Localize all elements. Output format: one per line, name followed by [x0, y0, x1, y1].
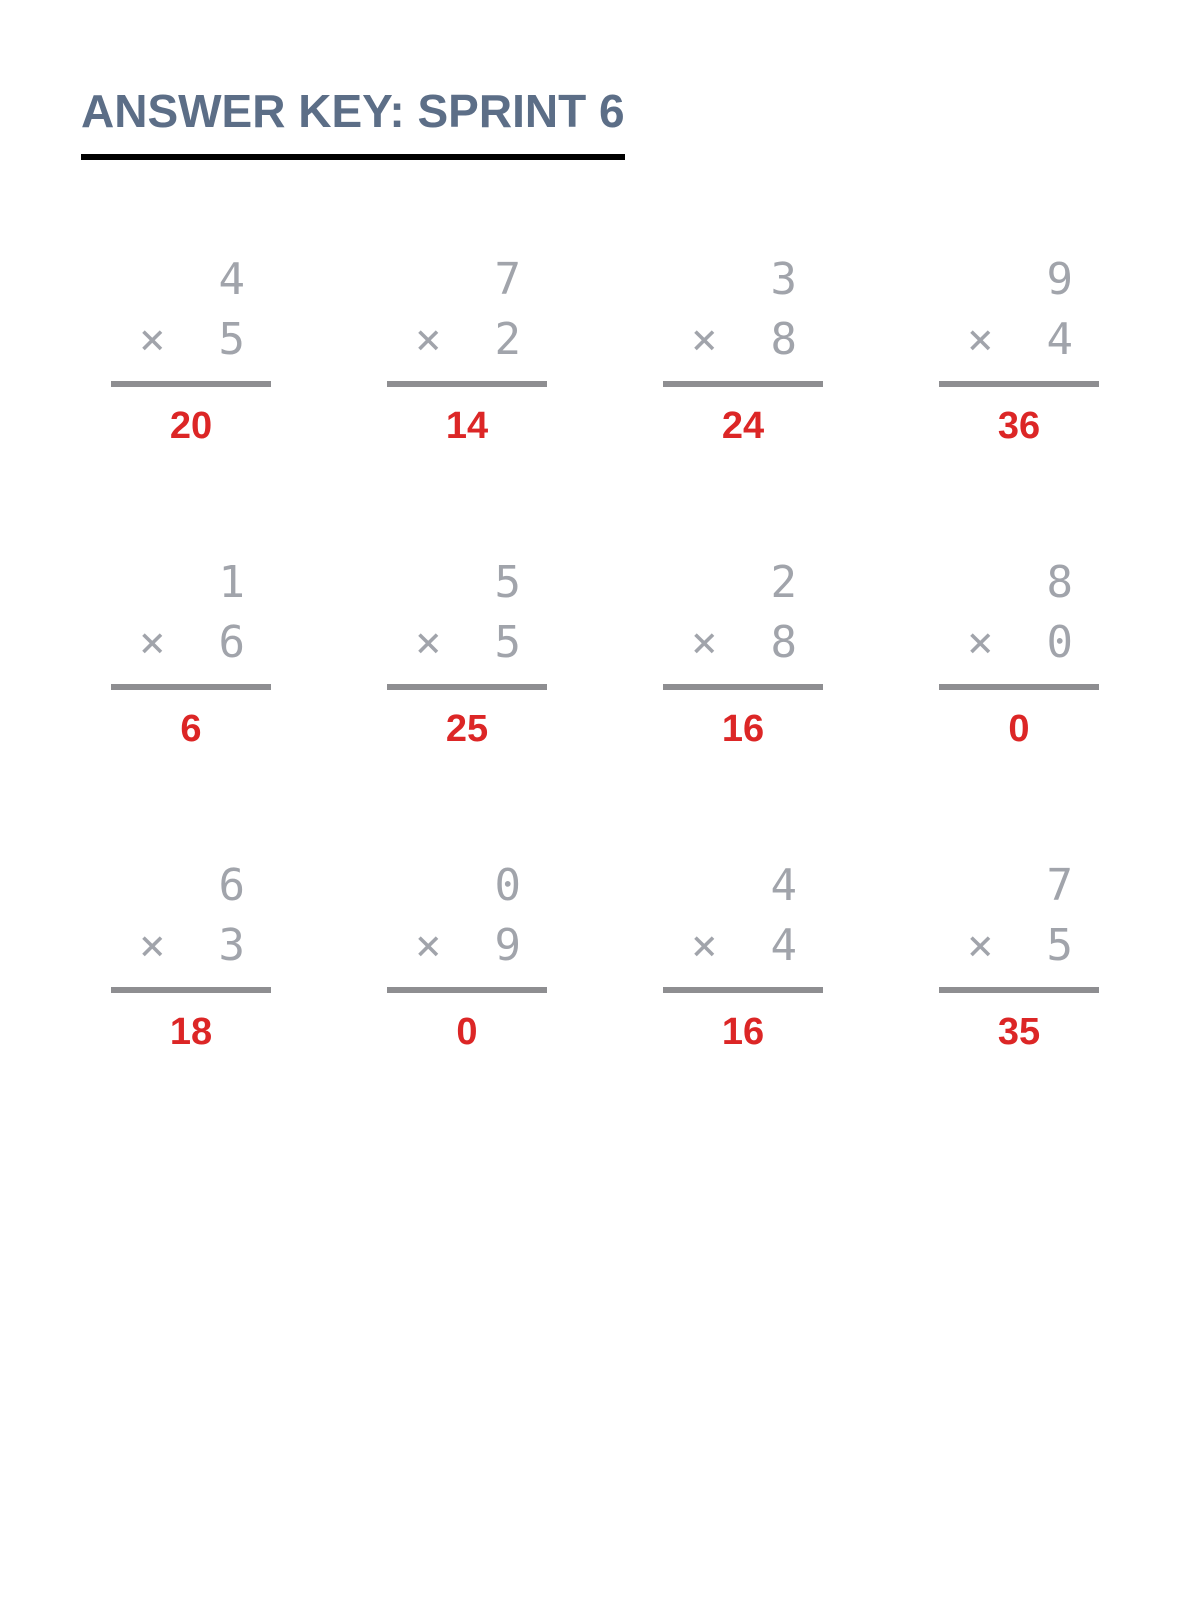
- multiplier: 3: [218, 920, 245, 971]
- answer-value: 24: [721, 405, 765, 447]
- answer-value: 0: [456, 1011, 478, 1053]
- times-symbol: ×: [139, 920, 166, 971]
- page-title: ANSWER KEY: SPRINT 6: [81, 80, 625, 160]
- answer-rule: [939, 381, 1099, 387]
- answer-value: 25: [445, 708, 489, 750]
- problem-card: [387, 860, 547, 1060]
- problem-card: [663, 557, 823, 757]
- multiplicand: 5: [494, 557, 521, 608]
- problem-card: [939, 254, 1099, 454]
- times-symbol: ×: [967, 617, 994, 668]
- times-symbol: ×: [967, 920, 994, 971]
- answer-rule: [111, 381, 271, 387]
- multiplicand: 4: [218, 254, 245, 305]
- times-symbol: ×: [691, 920, 718, 971]
- answer-value: 36: [997, 405, 1041, 447]
- times-symbol: ×: [415, 617, 442, 668]
- multiplier: 5: [1046, 920, 1073, 971]
- problem-card: [939, 860, 1099, 1060]
- multiplier: 4: [1046, 314, 1073, 365]
- problem-card: [663, 860, 823, 1060]
- answer-rule: [663, 684, 823, 690]
- multiplicand: 8: [1046, 557, 1073, 608]
- answer-value: 14: [445, 405, 489, 447]
- multiplier: 8: [770, 314, 797, 365]
- problem-card: [387, 254, 547, 454]
- multiplier: 0: [1046, 617, 1073, 668]
- answer-rule: [387, 987, 547, 993]
- times-symbol: ×: [691, 617, 718, 668]
- problem-card: [111, 254, 271, 454]
- times-symbol: ×: [415, 314, 442, 365]
- problem-card: [663, 254, 823, 454]
- multiplicand: 7: [494, 254, 521, 305]
- times-symbol: ×: [415, 920, 442, 971]
- answer-rule: [663, 987, 823, 993]
- times-symbol: ×: [691, 314, 718, 365]
- answer-rule: [387, 381, 547, 387]
- multiplier: 5: [218, 314, 245, 365]
- times-symbol: ×: [139, 617, 166, 668]
- multiplier: 9: [494, 920, 521, 971]
- multiplicand: 6: [218, 860, 245, 911]
- multiplicand: 7: [1046, 860, 1073, 911]
- multiplier: 6: [218, 617, 245, 668]
- problem-card: [939, 557, 1099, 757]
- answer-value: 0: [1008, 708, 1030, 750]
- answer-rule: [111, 684, 271, 690]
- answer-rule: [663, 381, 823, 387]
- multiplicand: 9: [1046, 254, 1073, 305]
- problem-card: [111, 860, 271, 1060]
- answer-value: 6: [180, 708, 202, 750]
- answer-value: 18: [169, 1011, 213, 1053]
- multiplier: 8: [770, 617, 797, 668]
- problem-card: [387, 557, 547, 757]
- problem-card: [111, 557, 271, 757]
- answer-rule: [387, 684, 547, 690]
- multiplicand: 4: [770, 860, 797, 911]
- answer-value: 35: [997, 1011, 1041, 1053]
- multiplier: 4: [770, 920, 797, 971]
- times-symbol: ×: [139, 314, 166, 365]
- multiplicand: 1: [218, 557, 245, 608]
- multiplicand: 0: [494, 860, 521, 911]
- times-symbol: ×: [967, 314, 994, 365]
- multiplier: 2: [494, 314, 521, 365]
- multiplicand: 3: [770, 254, 797, 305]
- answer-value: 20: [169, 405, 213, 447]
- answer-rule: [939, 684, 1099, 690]
- answer-rule: [111, 987, 271, 993]
- multiplicand: 2: [770, 557, 797, 608]
- answer-rule: [939, 987, 1099, 993]
- answer-value: 16: [721, 708, 765, 750]
- multiplier: 5: [494, 617, 521, 668]
- answer-value: 16: [721, 1011, 765, 1053]
